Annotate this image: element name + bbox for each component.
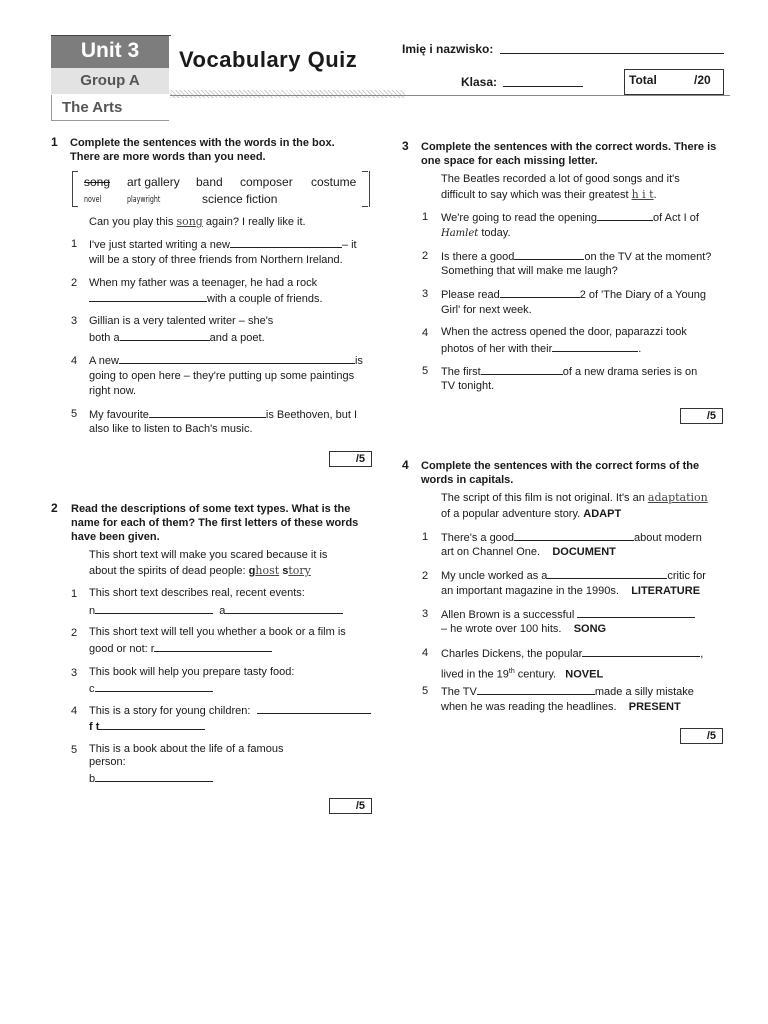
box-word-novel: novel xyxy=(84,195,102,205)
ex3-item-2-text-b: on the TV at the moment? xyxy=(584,251,712,263)
ex2-item-4-letter-2: t xyxy=(95,721,100,733)
ex3-item-1-text-d: today. xyxy=(478,227,511,239)
ex4-item-1-text-a: There's a good xyxy=(441,532,515,544)
ex2-item-1-letter-1: n xyxy=(89,605,96,617)
ex1-item-3-line2 xyxy=(89,329,265,346)
ex2-item-1-blank-2[interactable] xyxy=(225,602,343,614)
ex4-item-4-blank[interactable] xyxy=(582,645,700,657)
ex3-item-1-title: Hamlet xyxy=(441,228,479,239)
ex3-score-box[interactable]: /5 xyxy=(680,408,723,424)
ex4-item-5-line1 xyxy=(441,683,694,700)
ex1-item-1-text-a: I've just started writing a new xyxy=(89,239,230,251)
ex1-item-3-text-c: and a poet. xyxy=(209,332,265,344)
ex4-item-2-text-c: an important magazine in the 1990s. xyxy=(441,585,619,597)
header-rule xyxy=(170,95,730,96)
ex2-item-2-letter-1: r xyxy=(150,643,155,655)
ex4-item-4-superscript: th xyxy=(508,668,515,675)
ex1-instruction: Complete the sentences with the words in the box. There are more words than you need. xyxy=(70,137,335,163)
ex2-item-4-answer xyxy=(89,718,205,735)
ex4-number: 4 xyxy=(402,458,409,472)
ex3-item-2-number: 2 xyxy=(422,250,429,262)
ex4-example-capital: ADAPT xyxy=(583,508,622,520)
ex3-item-4-line1: When the actress opened the door, paparazzi took xyxy=(441,326,687,338)
ex3-item-4-line2 xyxy=(441,340,641,357)
ex3-item-1-blank[interactable] xyxy=(597,209,653,221)
ex2-item-4-blank-1[interactable] xyxy=(257,702,371,714)
ex4-example-line2 xyxy=(441,506,621,522)
ex4-item-1-blank[interactable] xyxy=(514,529,634,541)
ex1-item-2-line2 xyxy=(89,290,323,307)
unit-label: Unit 3 xyxy=(51,36,169,68)
ex3-item-4-text-b: photos of her with their xyxy=(441,343,553,355)
name-field[interactable] xyxy=(500,42,724,54)
ex1-box-bracket-bottom-r xyxy=(362,206,368,207)
ex3-example-answer: h i t xyxy=(631,188,654,201)
ex2-item-3-blank[interactable] xyxy=(95,680,213,692)
page-title: Vocabulary Quiz xyxy=(179,47,358,72)
ex2-item-4-letter-1: f xyxy=(89,721,93,733)
ex2-item-2-blank[interactable] xyxy=(154,640,272,652)
ex1-item-5-number: 5 xyxy=(71,408,78,420)
ex4-item-2-capital: LITERATURE xyxy=(631,585,701,597)
ex1-item-4-text-b: is xyxy=(354,355,363,367)
ex4-instruction: Complete the sentences with the correct forms of the words in capitals. xyxy=(421,460,700,486)
ex1-item-2-line1: When my father was a teenager, he had a rock xyxy=(89,277,318,289)
ex4-item-3-capital: SONG xyxy=(573,623,607,635)
group-label: Group A xyxy=(51,68,169,94)
box-word-song: song xyxy=(84,175,111,189)
ex1-item-5-blank[interactable] xyxy=(149,406,266,418)
ex2-item-3-number: 3 xyxy=(71,667,78,679)
header-hatch-decoration xyxy=(170,90,405,98)
ex4-item-3-text-c: – he wrote over 100 hits. xyxy=(441,623,562,635)
box-word-art-gallery: art gallery xyxy=(127,175,180,189)
box-word-composer: composer xyxy=(240,175,293,189)
ex3-item-1-text-a: We're going to read the opening xyxy=(441,212,598,224)
ex2-example-letter-s: s xyxy=(279,565,289,577)
ex3-item-5-line2: TV tonight. xyxy=(441,380,495,392)
ex4-item-3-line2 xyxy=(441,621,606,637)
ex3-item-1-number: 1 xyxy=(422,211,429,223)
ex2-item-5-blank[interactable] xyxy=(95,770,213,782)
ex1-box-bracket-top xyxy=(72,171,78,172)
total-label: Total xyxy=(629,73,657,87)
ex2-item-3-answer xyxy=(89,680,213,697)
ex3-item-1-line2 xyxy=(441,225,511,242)
ex1-example-text-a: Can you play this xyxy=(89,216,177,228)
total-score: /20 xyxy=(694,73,711,87)
ex4-item-2-line2 xyxy=(441,583,700,599)
ex1-item-4-line1 xyxy=(89,352,363,369)
ex3-item-4-blank[interactable] xyxy=(552,340,638,352)
ex3-item-3-number: 3 xyxy=(422,288,429,300)
ex1-item-1-line2: will be a story of three friends from Northern Ireland. xyxy=(89,254,343,266)
ex2-item-2-number: 2 xyxy=(71,627,78,639)
ex4-example-answer: adaptation xyxy=(647,491,708,504)
ex1-item-4-number: 4 xyxy=(71,355,78,367)
ex4-example-line1 xyxy=(441,490,708,506)
total-score-box[interactable] xyxy=(624,69,724,95)
ex1-item-1-line1 xyxy=(89,236,357,253)
ex4-item-5-text-b: made a silly mistake xyxy=(594,686,694,698)
ex4-item-1-line2 xyxy=(441,544,616,560)
topic-label: The Arts xyxy=(51,95,169,121)
ex4-item-4-text-c: lived in the 19 xyxy=(441,668,509,681)
ex3-item-1-text-b: of Act I of xyxy=(653,212,699,224)
ex3-item-5-text-b: of a new drama series is on xyxy=(562,366,698,378)
ex3-example-line1: The Beatles recorded a lot of good songs and it's xyxy=(441,173,680,185)
ex2-item-2-text-b: good or not: xyxy=(89,643,148,655)
ex1-item-3-text-b: both a xyxy=(89,332,120,344)
ex3-item-1-line1 xyxy=(441,209,699,226)
ex3-item-5-number: 5 xyxy=(422,365,429,377)
ex4-item-3-text-a: Allen Brown is a successful xyxy=(441,609,575,621)
ex4-item-2-number: 2 xyxy=(422,570,429,582)
ex2-example-text: about the spirits of dead people: xyxy=(89,565,246,577)
ex2-example-line1: This short text will make you scared because it is xyxy=(89,549,328,561)
ex3-item-5-text-a: The first xyxy=(441,366,481,378)
ex1-score-box[interactable]: /5 xyxy=(329,451,372,467)
ex2-example-line2 xyxy=(89,563,311,579)
ex3-item-2-blank[interactable] xyxy=(514,248,584,260)
ex3-item-3-text-b: 2 of 'The Diary of a Young xyxy=(579,289,706,301)
ex1-example-text-b: again? I really like it. xyxy=(202,216,306,228)
ex2-item-2-line1: This short text will tell you whether a book or a film is xyxy=(89,626,346,638)
ex4-item-4-number: 4 xyxy=(422,647,429,659)
box-word-costume: costume xyxy=(311,175,357,189)
ex4-item-1-text-c: art on Channel One. xyxy=(441,546,541,558)
ex4-item-5-capital: PRESENT xyxy=(628,701,681,713)
ex2-item-1-answer xyxy=(89,602,343,619)
ex1-item-5-line2: also like to listen to Bach's music. xyxy=(89,423,253,435)
ex1-item-3-number: 3 xyxy=(71,315,78,327)
ex2-item-4-blank-2[interactable] xyxy=(99,718,205,730)
ex2-score-box[interactable]: /5 xyxy=(329,798,372,814)
ex1-item-1-blank[interactable] xyxy=(230,236,342,248)
ex2-item-5-answer xyxy=(89,770,213,787)
ex4-item-4-capital: NOVEL xyxy=(565,668,604,681)
ex4-item-4-text-d: century. xyxy=(514,668,557,681)
ex1-item-4-text-a: A new xyxy=(89,355,119,367)
ex4-example-text-a: The script of this film is not original. It's an xyxy=(441,492,645,504)
ex3-item-3-line1 xyxy=(441,286,706,303)
ex4-item-4-text-b: , xyxy=(700,648,704,660)
ex1-item-4-blank[interactable] xyxy=(119,352,355,364)
ex1-item-2-blank[interactable] xyxy=(89,290,207,302)
ex4-item-4-text-a: Charles Dickens, the popular xyxy=(441,648,583,660)
ex3-item-2-text-a: Is there a good xyxy=(441,251,515,263)
ex1-box-bracket-top-r xyxy=(362,171,368,172)
ex2-example-answer-host: host xyxy=(255,564,280,577)
ex1-item-5-text-a: My favourite xyxy=(89,409,149,421)
ex2-item-3-letter-1: c xyxy=(89,683,95,695)
ex3-item-4-text-c: . xyxy=(638,343,642,355)
ex2-instruction: Read the descriptions of some text types. What is the name for each of them? The first letters of these words have been given. xyxy=(71,503,359,543)
ex1-item-1-number: 1 xyxy=(71,238,78,250)
ex4-item-5-number: 5 xyxy=(422,685,429,697)
ex4-item-2-line1 xyxy=(441,567,706,584)
ex3-number: 3 xyxy=(402,139,409,153)
ex1-item-5-text-b: is Beethoven, but I xyxy=(265,409,358,421)
ex4-item-2-text-b: critic for xyxy=(667,570,706,582)
ex4-item-5-blank[interactable] xyxy=(477,683,595,695)
ex4-item-5-line2 xyxy=(441,699,681,715)
ex4-score-box[interactable]: /5 xyxy=(680,728,723,744)
box-word-playwright: playwright xyxy=(127,195,161,205)
ex2-item-1-blank-1[interactable] xyxy=(95,602,213,614)
class-field[interactable] xyxy=(503,75,583,87)
ex4-item-3-number: 3 xyxy=(422,608,429,620)
box-word-band: band xyxy=(196,175,223,189)
ex3-instruction: Complete the sentences with the correct words. There is one space for each missing letter. xyxy=(421,141,717,167)
ex1-item-4-line2: going to open here – they're putting up some paintings xyxy=(89,370,355,382)
ex2-item-4-number: 4 xyxy=(71,705,78,717)
ex4-item-4-line1 xyxy=(441,645,703,662)
ex4-item-5-text-c: when he was reading the headlines. xyxy=(441,701,617,713)
ex3-example-text: difficult to say which was their greatest xyxy=(441,189,629,201)
ex1-item-2-text-b: with a couple of friends. xyxy=(207,293,323,305)
ex3-item-3-line2: Girl' for next week. xyxy=(441,304,532,316)
ex2-item-4-line1 xyxy=(89,702,371,719)
ex2-item-5-line2: person: xyxy=(89,756,126,768)
ex3-item-4-number: 4 xyxy=(422,327,429,339)
ex1-item-4-line3: right now. xyxy=(89,385,137,397)
ex2-example-answer-tory: tory xyxy=(288,564,311,577)
ex1-item-3-blank[interactable] xyxy=(120,329,210,341)
ex4-item-2-text-a: My uncle worked as a xyxy=(441,570,548,582)
box-word-science-fiction: science fiction xyxy=(202,192,278,206)
ex4-item-5-text-a: The TV xyxy=(441,686,477,698)
ex3-item-3-blank[interactable] xyxy=(500,286,580,298)
ex1-example-answer: song xyxy=(176,215,203,228)
ex2-item-1-letter-2: a xyxy=(219,605,226,617)
ex4-item-4-line2 xyxy=(441,664,603,683)
ex4-item-1-capital: DOCUMENT xyxy=(552,546,616,558)
ex1-item-1-text-b: – it xyxy=(341,239,357,251)
ex2-number: 2 xyxy=(51,501,58,515)
ex1-item-2-number: 2 xyxy=(71,277,78,289)
ex4-example-text-b: of a popular adventure story. xyxy=(441,508,581,520)
ex2-item-2-line2 xyxy=(89,640,272,657)
ex2-item-4-text: This is a story for young children: xyxy=(89,705,251,717)
ex2-item-5-number: 5 xyxy=(71,744,78,756)
ex3-item-5-blank[interactable] xyxy=(481,363,563,375)
ex1-example xyxy=(89,214,306,230)
ex3-item-3-text-a: Please read xyxy=(441,289,500,301)
ex1-number: 1 xyxy=(51,135,58,149)
class-label: Klasa: xyxy=(461,75,498,89)
ex2-example-letter-g: g xyxy=(248,565,256,577)
ex3-example-line2: difficult to say which was their greatest h i t. xyxy=(441,188,657,201)
ex2-item-3-text: This book will help you prepare tasty food: xyxy=(89,666,295,678)
ex4-item-1-text-b: about modern xyxy=(634,532,702,544)
ex4-item-3-blank[interactable] xyxy=(577,606,695,618)
ex1-item-3-line1: Gillian is a very talented writer – she's xyxy=(89,315,274,327)
ex2-item-1-number: 1 xyxy=(71,588,78,600)
name-label: Imię i nazwisko: xyxy=(402,42,494,56)
ex4-item-1-number: 1 xyxy=(422,531,429,543)
ex1-box-bracket-bottom xyxy=(72,206,78,207)
ex3-item-2-line2: Something that will make me laugh? xyxy=(441,265,618,277)
ex2-item-5-line1: This is a book about the life of a famous xyxy=(89,743,284,755)
ex4-item-2-blank[interactable] xyxy=(547,567,667,579)
ex2-item-5-letter-1: b xyxy=(89,773,96,785)
ex2-item-1-text: This short text describes real, recent events: xyxy=(89,587,305,599)
